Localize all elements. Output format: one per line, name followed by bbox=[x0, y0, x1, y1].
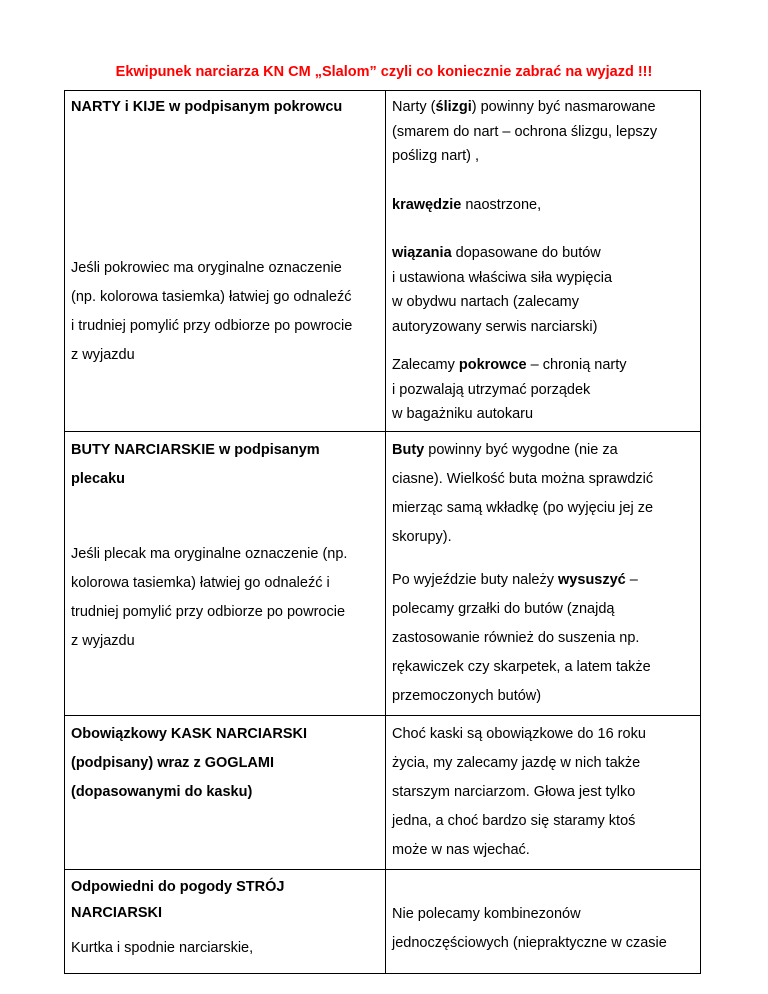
boots-note-line: Jeśli plecak ma oryginalne oznaczenie (np. bbox=[71, 545, 348, 562]
skis-text-line: w bagażniku autokaru bbox=[392, 406, 534, 422]
boots-text bbox=[392, 436, 692, 711]
boots-right-cell bbox=[386, 431, 701, 715]
boots-text-line: rękawiczek czy skarpetek, a latem także bbox=[392, 658, 651, 675]
outfit-right-text bbox=[392, 900, 692, 958]
boots-heading bbox=[71, 436, 377, 494]
skis-text-line: autoryzowany serwis narciarski) bbox=[392, 318, 598, 335]
skis-note bbox=[71, 254, 377, 370]
helmet-left-cell bbox=[65, 715, 386, 869]
boots-text-line: skorupy). bbox=[392, 528, 452, 545]
helmet-text-line: może w nas wjechać. bbox=[392, 841, 530, 858]
helmet-heading bbox=[71, 720, 377, 807]
boots-text-line: przemoczonych butów) bbox=[392, 687, 542, 704]
boots-note-line: kolorowa tasiemka) łatwiej go odnaleźć i bbox=[71, 574, 330, 591]
outfit-text: Kurtka i spodnie narciarskie, bbox=[71, 939, 254, 956]
skis-text-line: poślizg nart) , bbox=[392, 148, 480, 164]
boots-heading-line: BUTY NARCIARSKIE w podpisanym bbox=[71, 441, 320, 458]
page-title: Ekwipunek narciarza KN CM „Slalom” czyli co koniecznie zabrać na wyjazd !!! bbox=[115, 64, 653, 80]
helmet-text-line: starszym narciarzom. Głowa jest tylko bbox=[392, 783, 636, 800]
helmet-right-cell bbox=[386, 715, 701, 869]
skis-text-line: Zalecamy pokrowce – chronią narty bbox=[392, 357, 627, 373]
helmet-heading-line: Obowiązkowy KASK NARCIARSKI bbox=[71, 725, 308, 742]
helmet-text bbox=[392, 720, 692, 865]
boots-note-line: z wyjazdu bbox=[71, 632, 135, 649]
boots-heading-line: plecaku bbox=[71, 470, 125, 487]
boots-text-line: Po wyjeździe buty należy wysuszyć – bbox=[392, 571, 638, 588]
helmet-text-line: Choć kaski są obowiązkowe do 16 roku bbox=[392, 725, 646, 742]
skis-note-line: z wyjazdu bbox=[71, 346, 135, 363]
skis-text-line: wiązania dopasowane do butów bbox=[392, 245, 601, 261]
skis-text-line: i ustawiona właściwa siła wypięcia bbox=[392, 269, 613, 286]
outfit-text-line: Nie polecamy kombinezonów bbox=[392, 905, 581, 922]
boots-text-line: polecamy grzałki do butów (znajdą bbox=[392, 600, 615, 617]
helmet-text-line: życia, my zalecamy jazdę w nich także bbox=[392, 754, 641, 771]
helmet-heading-line: (podpisany) wraz z GOGLAMI bbox=[71, 754, 275, 771]
table-row-boots bbox=[65, 431, 701, 715]
outfit-heading-line: NARCIARSKI bbox=[71, 904, 163, 921]
skis-right-cell bbox=[386, 91, 701, 432]
boots-note bbox=[71, 540, 377, 656]
boots-note-line: trudniej pomylić przy odbiorze po powrocie bbox=[71, 603, 346, 620]
skis-text-line: w obydwu nartach (zalecamy bbox=[392, 294, 579, 310]
boots-text-line: Buty powinny być wygodne (nie za bbox=[392, 441, 618, 458]
skis-note-line: i trudniej pomylić przy odbiorze po powrocie bbox=[71, 317, 353, 334]
outfit-heading-line: Odpowiedni do pogody STRÓJ bbox=[71, 878, 285, 895]
skis-left-cell bbox=[65, 91, 386, 432]
skis-heading: NARTY i KIJE w podpisanym pokrowcu bbox=[71, 99, 343, 115]
boots-text-line: ciasne). Wielkość buta można sprawdzić bbox=[392, 470, 654, 487]
skis-text-line: krawędzie naostrzone, bbox=[392, 196, 542, 213]
boots-left-cell bbox=[65, 431, 386, 715]
skis-text-line: Narty (ślizgi) powinny być nasmarowane bbox=[392, 99, 656, 115]
table-row-skis bbox=[65, 91, 701, 432]
skis-note-line: (np. kolorowa tasiemka) łatwiej go odnaleźć bbox=[71, 288, 352, 305]
boots-text-line: mierząc samą wkładkę (po wyjęciu jej ze bbox=[392, 499, 654, 516]
table-row-helmet bbox=[65, 715, 701, 869]
outfit-heading bbox=[71, 874, 377, 926]
table-row-outfit bbox=[65, 869, 701, 973]
helmet-text-line: jedna, a choć bardzo się staramy ktoś bbox=[392, 812, 636, 829]
skis-text-line: (smarem do nart – ochrona ślizgu, lepszy bbox=[392, 123, 658, 140]
outfit-right-cell bbox=[386, 869, 701, 973]
helmet-heading-line: (dopasowanymi do kasku) bbox=[71, 783, 253, 800]
skis-note-line: Jeśli pokrowiec ma oryginalne oznaczenie bbox=[71, 259, 342, 276]
outfit-left-cell bbox=[65, 869, 386, 973]
skis-text-line: i pozwalają utrzymać porządek bbox=[392, 381, 591, 398]
boots-text-line: zastosowanie również do suszenia np. bbox=[392, 629, 640, 646]
equipment-table bbox=[64, 90, 701, 974]
outfit-text-line: jednoczęściowych (niepraktyczne w czasie bbox=[392, 934, 667, 951]
